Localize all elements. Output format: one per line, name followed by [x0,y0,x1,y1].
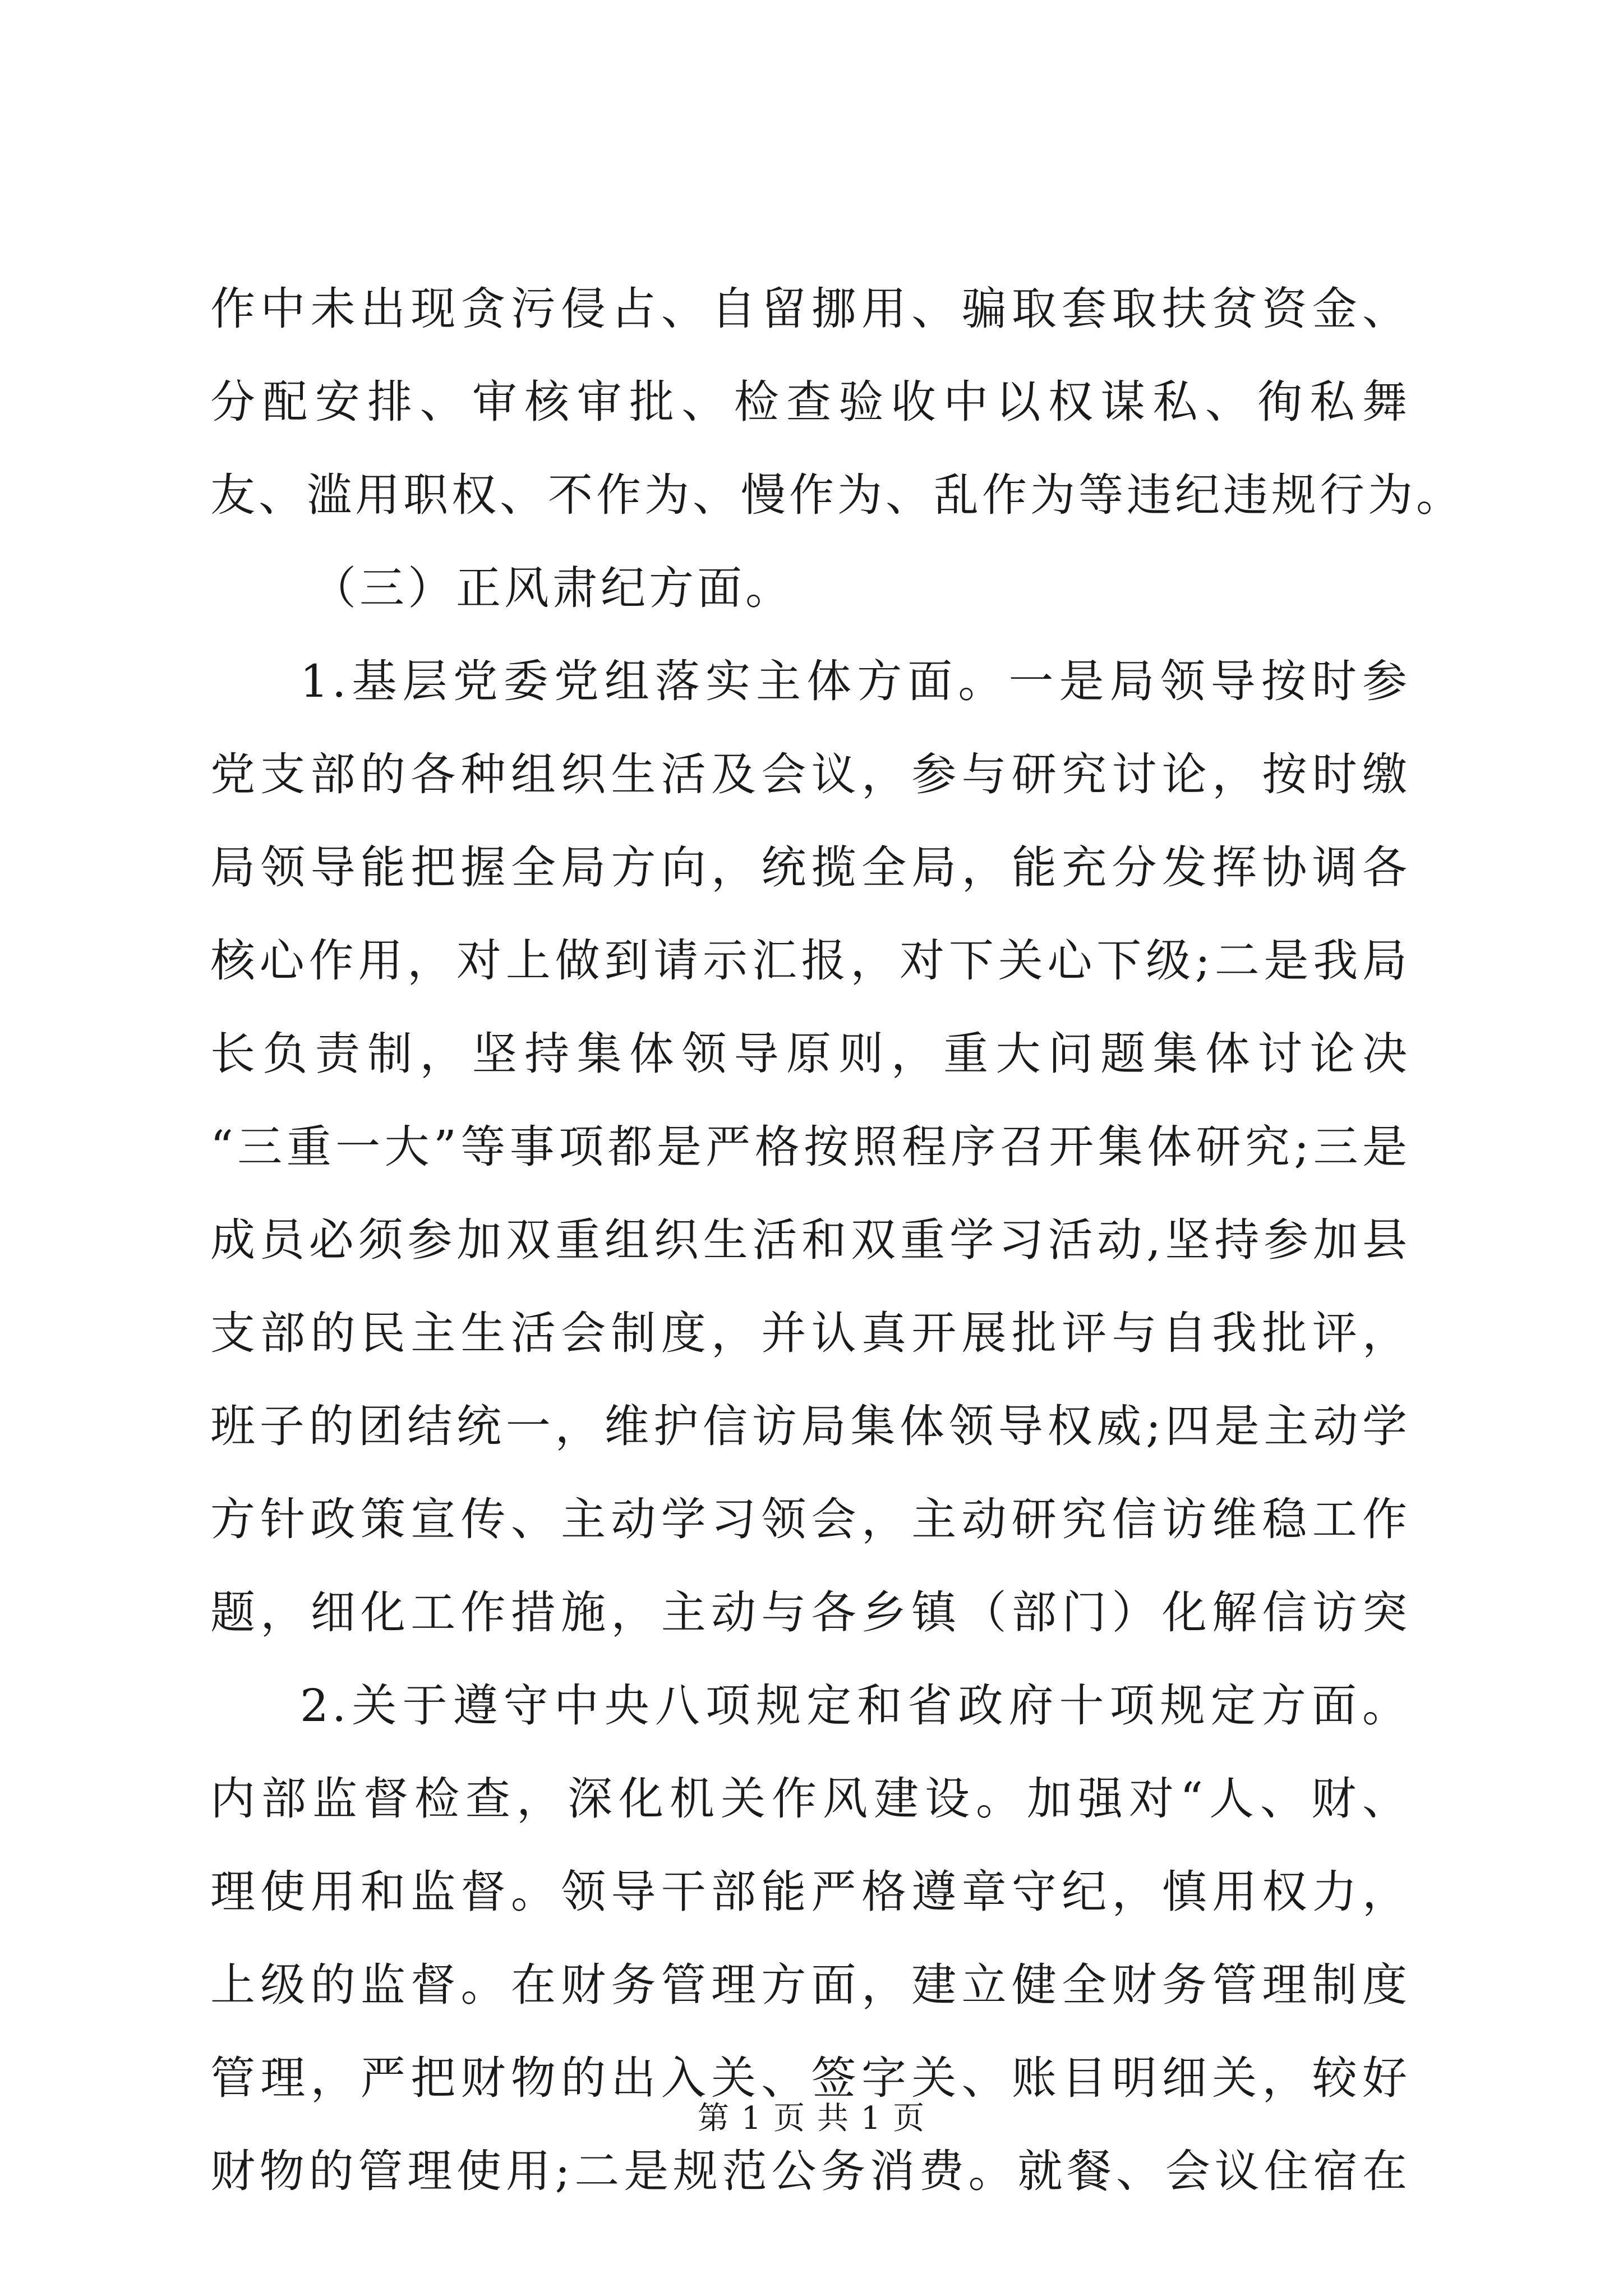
paragraph-start-line: 1.基层党委党组落实主体方面。一是局领导按时参 [300,655,1410,707]
text-line: 管理，严把财物的出入关、签字关、账目明细关，较好 [210,2052,1410,2104]
page-number-label: 第 1 页 共 1 页 [697,2100,926,2137]
text-line: 内部监督检查，深化机关作风建设。加强对“人、财、 [210,1773,1410,1825]
text-line: 友、滥用职权、不作为、慢作为、乱作为等违纪违规行为。 [210,469,1464,521]
text-line: 财物的管理使用;二是规范公务消费。就餐、会议住宿在 [210,2145,1410,2197]
document-body [210,263,1464,2218]
text-line: 核心作用，对上做到请示汇报，对下关心下级;二是我局 [210,935,1410,987]
text-line: 党支部的各种组织生活及会议，参与研究讨论，按时缴 [210,748,1410,800]
text-line: “三重一大”等事项都是严格按照程序召开集体研究;三是 [210,1121,1410,1173]
text-line: 理使用和监督。领导干部能严格遵章守纪，慎用权力， [210,1866,1410,1918]
text-line: 成员必须参加双重组织生活和双重学习活动,坚持参加县 [210,1214,1410,1266]
page-footer [0,2099,1623,2138]
section-heading: （三）正风肃纪方面。 [311,562,794,614]
text-line: 支部的民主生活会制度，并认真开展批评与自我批评， [210,1307,1410,1359]
text-line: 方针政策宣传、主动学习领会，主动研究信访维稳工作 [210,1493,1410,1545]
text-line: 题，细化工作措施，主动与各乡镇（部门）化解信访突 [210,1586,1410,1639]
text-line: 上级的监督。在财务管理方面，建立健全财务管理制度 [210,1959,1410,2011]
text-line: 长负责制，坚持集体领导原则，重大问题集体讨论决 [210,1028,1410,1080]
text-line: 局领导能把握全局方向，统揽全局，能充分发挥协调各 [210,841,1410,894]
text-line: 班子的团结统一，维护信访局集体领导权威;四是主动学 [210,1400,1410,1452]
text-line: 分配安排、审核审批、检查验收中以权谋私、徇私舞 [210,376,1410,428]
paragraph-start-line: 2.关于遵守中央八项规定和省政府十项规定方面。 [300,1680,1410,1732]
text-line: 作中未出现贪污侵占、自留挪用、骗取套取扶贫资金、 [210,283,1410,335]
